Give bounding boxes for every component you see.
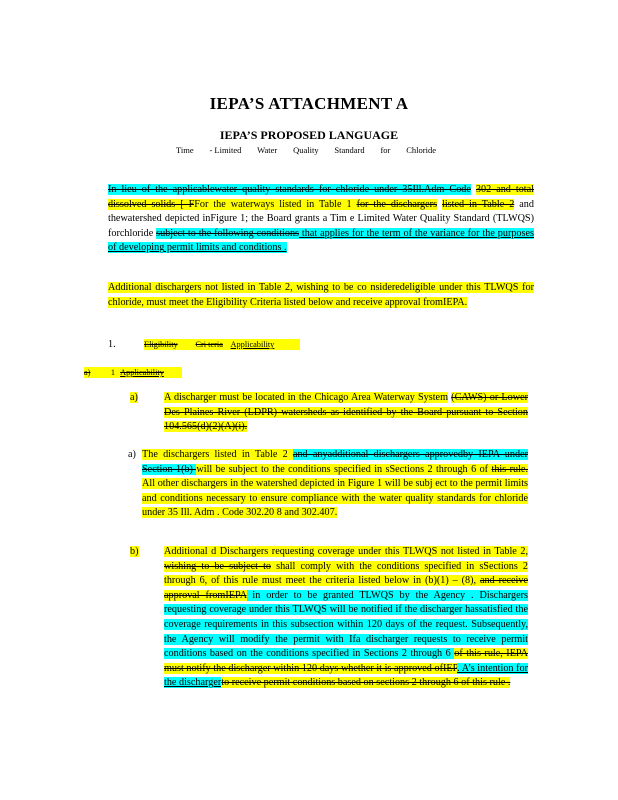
para-b-text: in order to be granted TLWQS by the Agency . Dischargers requesting coverage under this TLWQS will be notified if the discharger hassatisfied the coverage requirements in this subsection within 120 days of the request. Subsequently, the Agency will modify the permit with Ifa discharger requests to receive permit conditions based on the conditions specified in Sections 2 through 6 — [164, 589, 528, 660]
subheading-word: Time — [176, 145, 194, 155]
para-a — [164, 391, 528, 435]
subheading-word: for — [380, 145, 391, 155]
section-number: 1. — [108, 339, 116, 350]
para-a2-text: will be subject to the conditions specified in sSections 2 through 6 of — [196, 463, 492, 475]
page-title: IEPA’S ATTACHMENT A — [209, 94, 409, 113]
item-a-label: a) — [84, 368, 91, 377]
page-subtitle: IEPA’S PROPOSED LANGUAGE — [219, 128, 399, 142]
item-a-text: Applicability — [120, 368, 164, 377]
para-b-text: . A’s intention for the discharger — [164, 662, 528, 689]
intro-text: 302 and total dissolved solids [ F — [108, 184, 534, 210]
additional-paragraph — [108, 281, 534, 310]
intro-paragraph — [108, 183, 534, 256]
subheading-word: Standard — [334, 145, 365, 155]
para-b-label: b) — [130, 546, 139, 557]
para-b-text: wishing to be subject to — [164, 560, 271, 572]
para-b-text: of this rule, IEPA must notify the discharger within 120 days whether it is approved ofIEP — [164, 648, 529, 674]
para-b-text: to receive permit conditions based on sections 2 through 6 of this rule . — [221, 677, 511, 689]
subheading-word: - Limited — [209, 145, 242, 155]
intro-text: For the waterways listed in Table 1 — [194, 198, 357, 210]
para-a2-text: The dischargers listed in Table 2 — [142, 449, 293, 460]
intro-text: and thewatershed depicted inFigure 1; the Board grants a Tim e Limited Water Quality Standard (TLWQS) forchloride — [108, 198, 534, 239]
intro-text: for the dischargers — [356, 198, 438, 210]
intro-text: subject to the following conditions — [156, 227, 300, 239]
subheading-word: Water — [257, 145, 278, 155]
para-a-text: A discharger must be located in the Chicago Area Waterway System — [164, 392, 448, 403]
para-a-label: a) — [130, 392, 138, 403]
para-a2-label: a) — [128, 449, 136, 460]
intro-text: listed in Table 2 — [442, 198, 515, 210]
para-b — [164, 545, 528, 691]
para-a2-text: and anyadditional dischargers approvedby IEPA under Section 1(b) — [142, 449, 528, 475]
para-a-text: (CAWS) or Lower Des Plaines River (LDPR) watersheds as identified by the Board pursuant to Section 104.565(d)(2)(A)(i). — [164, 392, 528, 433]
intro-text: In lieu of the applicablewater quality standards for chloride under 35Ill.Adm Code — [108, 184, 471, 195]
section-heading-eligibility: Eligibility — [144, 340, 178, 349]
subheading-word: Quality — [293, 145, 319, 155]
section-heading — [144, 338, 300, 353]
para-b-text: Additional d Dischargers requesting coverage under this TLWQS not listed in Table 2, — [164, 546, 528, 557]
subheading-word: Chloride — [406, 145, 436, 155]
document-subheading — [176, 145, 436, 155]
additional-text: Additional dischargers not listed in Table 2, wishing to be co nsideredeligible under this TLWQS for chloride, must meet the Eligibility Criteria listed below and receive approval fromIEPA. — [108, 282, 534, 308]
intro-text: that applies for the term of the variance for the purposes of developing permit limits and conditions . — [108, 227, 534, 254]
section-heading-applicability: Applicability — [230, 340, 275, 349]
item-a-row — [84, 366, 182, 381]
para-a2 — [142, 448, 528, 521]
para-a2-text: this rule. — [491, 463, 529, 475]
section-heading-criteria: Cri teria — [195, 340, 223, 349]
para-a2-text: All other dischargers in the watershed depicted in Figure 1 will be subj ect to the permit limits and conditions necessary to ensure compliance with the water quality standards for chloride under 35 Ill. Adm . Code 302.20 8 and 302.407. — [142, 478, 528, 519]
para-b-text: and receive approval fromIEPA — [164, 575, 528, 601]
para-b-text: shall comply with the conditions specified in sSections 2 through 6, of this rule must meet the criteria listed below in (b)(1) – (8), — [164, 560, 528, 587]
item-a-number: 1 — [110, 368, 115, 377]
